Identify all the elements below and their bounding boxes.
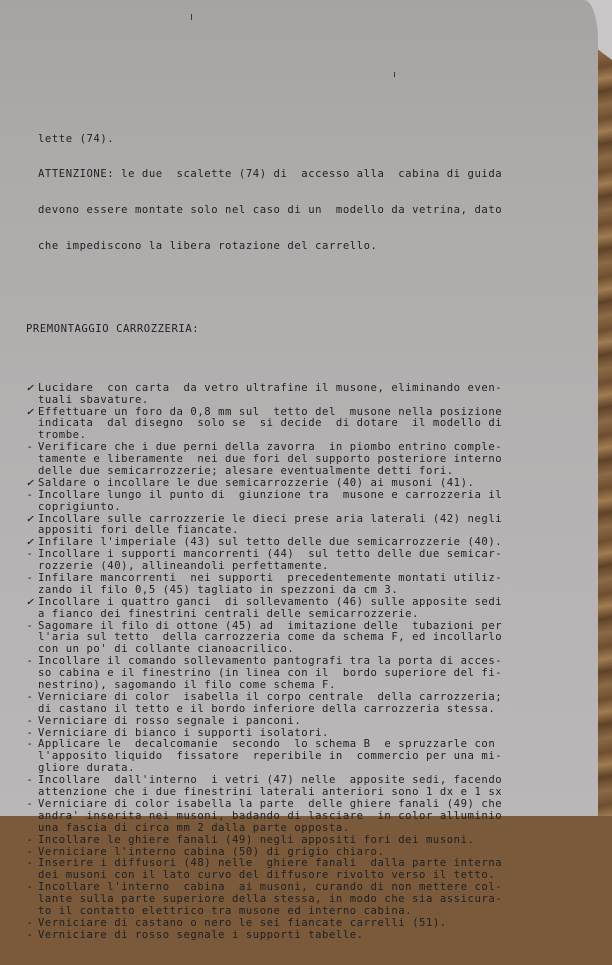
instruction-line: nestrino), sagomando il filo come schema F.: [38, 679, 336, 692]
instruction-line: Infilare mancorrenti nei supporti precedentemente montati utiliz-: [38, 572, 503, 585]
instruction-item: [0, 656, 598, 692]
instruction-line: zando il filo 0,5 (45) tagliato in spezzoni da cm 3.: [38, 583, 399, 596]
instruction-line: Inserire i diffusori (48) nelle ghiere fanali dalla parte interna: [38, 857, 503, 870]
instruction-line: Verificare che i due perni della zavorra in piombo entrino comple-: [38, 441, 503, 454]
instruction-list: [0, 383, 598, 942]
instruction-item: [0, 490, 598, 514]
dash-bullet-icon: -: [26, 857, 34, 870]
intro-line: ATTENZIONE: le due scalette (74) di accesso alla cabina di guida: [38, 168, 503, 181]
instruction-item: [0, 716, 598, 728]
instruction-line: to il contatto elettrico tra musone ed interno cabina.: [38, 904, 413, 917]
dash-bullet-icon: -: [26, 774, 34, 787]
handwritten-check-icon: ✓: [26, 512, 34, 525]
instruction-line: appositi fori delle fiancate.: [38, 524, 239, 537]
instruction-line: Applicare le decalcomanie secondo lo schema B e spruzzarle con: [38, 738, 496, 751]
instruction-line: rozzerie (40), allineandoli perfettamente.: [38, 560, 329, 573]
paper-speck: [394, 72, 395, 77]
instruction-item: [0, 739, 598, 775]
dash-bullet-icon: -: [26, 833, 34, 846]
section-heading: PREMONTAGGIO CARROZZERIA:: [26, 323, 200, 336]
dash-bullet-icon: -: [26, 690, 34, 703]
dash-bullet-icon: -: [26, 797, 34, 810]
instruction-item: [0, 549, 598, 573]
dash-bullet-icon: -: [26, 548, 34, 561]
dash-bullet-icon: -: [26, 488, 34, 501]
instruction-line: a fianco dei finestrini centrali delle semicarrozzerie.: [38, 607, 420, 620]
instruction-item: [0, 597, 598, 621]
instruction-line: coprigiunto.: [38, 500, 122, 513]
instruction-line: Effettuare un foro da 0,8 mm sul tetto del musone nella posizione: [38, 405, 503, 418]
handwritten-check-icon: ✓: [26, 405, 34, 418]
instruction-item: [0, 858, 598, 882]
handwritten-check-icon: ✓: [26, 476, 34, 489]
dash-bullet-icon: -: [26, 572, 34, 585]
dash-bullet-icon: -: [26, 738, 34, 751]
instruction-item: [0, 573, 598, 597]
instruction-line: Saldare o incollare le due semicarrozzerie (40) ai musoni (41).: [38, 476, 475, 489]
instruction-line: andra' inserita nei musoni, badando di lasciare in color alluminio: [38, 809, 503, 822]
instruction-item: [0, 514, 598, 538]
instruction-line: l'apposito liquido fissatore reperibile in commercio per una mi-: [38, 750, 503, 763]
instruction-line: Verniciare l'interno cabina (50) di grigio chiaro.: [38, 845, 385, 858]
document-text: [0, 86, 598, 965]
instruction-line: Verniciare di color isabella la parte delle ghiere fanali (49) che: [38, 797, 503, 810]
instruction-item: [0, 835, 598, 847]
instruction-line: Verniciare di castano o nero le sei fiancate carrelli (51).: [38, 916, 447, 929]
instruction-line: Incollare le ghiere fanali (49) negli appositi fori dei musoni.: [38, 833, 475, 846]
instruction-item: [0, 918, 598, 930]
instruction-line: indicata dal disegno solo se si decide di dotare il modello di: [38, 417, 503, 430]
instruction-line: Incollare lungo il punto di giunzione tra musone e carrozzeria il: [38, 488, 503, 501]
dash-bullet-icon: -: [26, 441, 34, 454]
paper-speck: [191, 14, 192, 20]
instruction-line: Incollare l'interno cabina ai musoni, curando di non mettere col-: [38, 881, 503, 894]
handwritten-check-icon: ✓: [26, 381, 34, 394]
instruction-line: delle due semicarrozzerie; alesare eventualmente detti fori.: [38, 465, 454, 477]
instruction-item: [0, 383, 598, 407]
instruction-item: [0, 692, 598, 716]
dash-bullet-icon: -: [26, 655, 34, 668]
instruction-line: tuali sbavature.: [38, 393, 149, 406]
instruction-line: l'aria sul tetto della carrozzeria come da schema F, ed incollarlo: [38, 631, 503, 644]
instruction-line: dei musoni con il lato curvo del diffusore rivolto verso il tetto.: [38, 869, 496, 882]
instruction-line: di castano il tetto e il bordo inferiore della carrozzeria stessa.: [38, 702, 496, 715]
instruction-line: una fascia di circa mm 2 dalla parte opposta.: [38, 821, 350, 834]
instruction-line: tamente e liberamente nei due fori del supporto posteriore interno: [38, 453, 503, 466]
handwritten-check-icon: ✓: [26, 595, 34, 608]
instruction-item: [0, 478, 598, 490]
dash-bullet-icon: -: [26, 714, 34, 727]
instruction-line: Incollare i supporti mancorrenti (44) sul tetto delle due semicar-: [38, 548, 503, 561]
instruction-line: gliore durata.: [38, 762, 135, 775]
instruction-line: trombe.: [38, 429, 87, 442]
instruction-item: [0, 882, 598, 918]
dash-bullet-icon: -: [26, 845, 34, 858]
dash-bullet-icon: -: [26, 881, 34, 894]
instruction-line: Verniciare di rosso segnale i supporti tabelle.: [38, 928, 364, 941]
dash-bullet-icon: -: [26, 928, 34, 941]
instruction-item: [0, 799, 598, 835]
dash-bullet-icon: -: [26, 726, 34, 739]
instruction-line: Incollare dall'interno i vetri (47) nelle apposite sedi, facendo: [38, 774, 503, 787]
instruction-item: [0, 442, 598, 478]
instruction-line: lante sulla parte superiore della stessa, in modo che sia assicura-: [38, 893, 503, 906]
instruction-line: Verniciare di rosso segnale i panconi.: [38, 714, 302, 727]
instruction-line: Infilare l'imperiale (43) sul tetto delle due semicarrozzerie (40).: [38, 536, 503, 549]
instruction-line: attenzione che i due finestrini laterali anteriori sono 1 dx e 1 sx: [38, 786, 503, 799]
instruction-line: con un po' di collante cianoacrilico.: [38, 643, 295, 656]
instruction-item: [0, 407, 598, 443]
instruction-item: [0, 930, 598, 942]
instruction-item: [0, 847, 598, 859]
instruction-line: Sagomare il filo di ottone (45) ad imitazione delle tubazioni per: [38, 619, 503, 632]
instruction-line: Incollare i quattro ganci di sollevamento (46) sulle apposite sedi: [38, 595, 503, 608]
instruction-item: [0, 775, 598, 799]
instruction-line: Verniciare di bianco i supporti isolatori.: [38, 726, 329, 739]
intro-line: devono essere montate solo nel caso di un modello da vetrina, dato: [38, 204, 503, 217]
intro-line: lette (74).: [38, 132, 115, 145]
instruction-line: so cabina e il finestrino (in linea con il bordo superiore del fi-: [38, 667, 503, 680]
instruction-line: Lucidare con carta da vetro ultrafine il musone, eliminando even-: [38, 381, 503, 394]
instruction-line: Incollare il comando sollevamento pantografi tra la porta di acces-: [38, 655, 503, 668]
instruction-item: [0, 621, 598, 657]
dash-bullet-icon: -: [26, 619, 34, 632]
intro-paragraph: [0, 110, 598, 277]
instruction-line: Incollare sulle carrozzerie le dieci prese aria laterali (42) negli: [38, 512, 503, 525]
handwritten-check-icon: ✓: [26, 536, 34, 549]
instruction-line: Verniciare di color isabella il corpo centrale della carrozzeria;: [38, 690, 503, 703]
dash-bullet-icon: -: [26, 916, 34, 929]
intro-line: che impediscono la libera rotazione del carrello.: [38, 239, 378, 252]
